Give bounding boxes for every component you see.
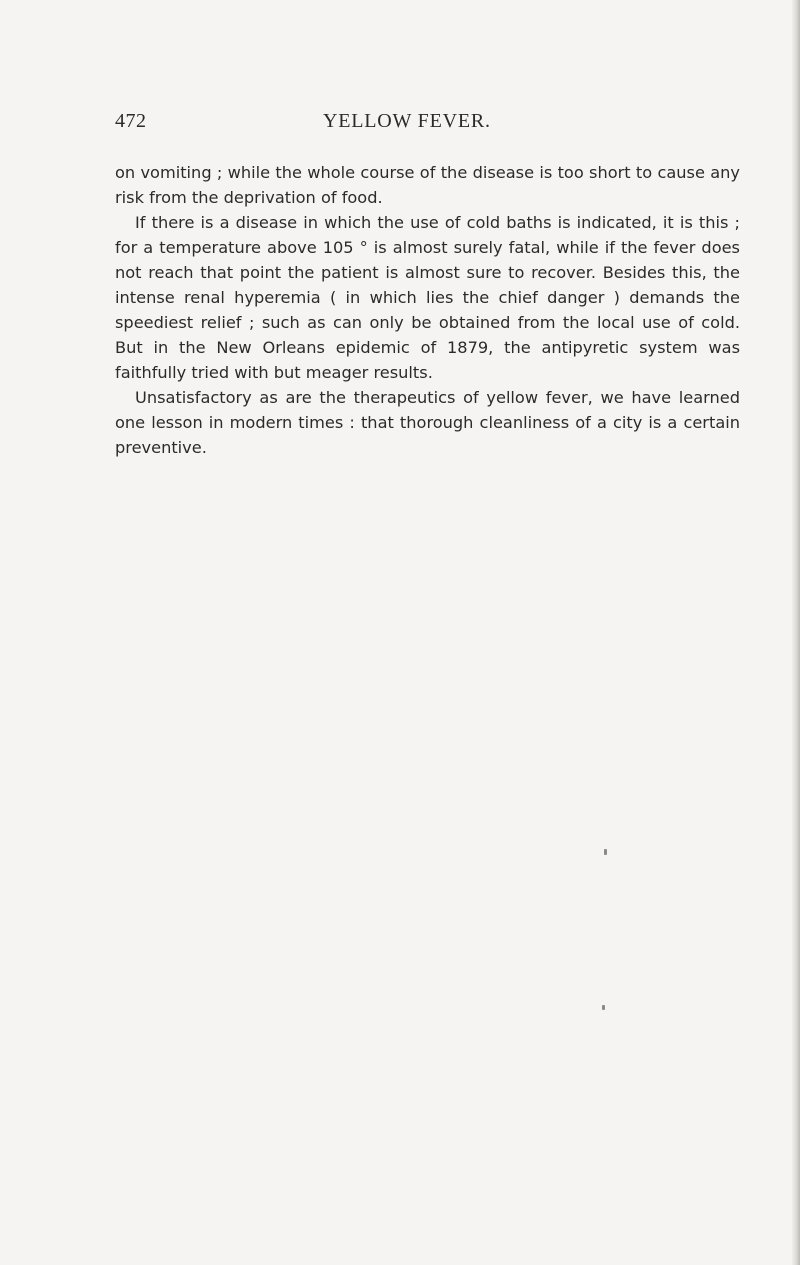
paper-speck <box>604 849 607 855</box>
paragraph-1: on vomiting ; while the whole course of the disease is too short to cause any risk from the deprivation of food. <box>115 163 740 207</box>
page-number: 472 <box>115 110 147 132</box>
page-edge-shadow <box>792 0 800 1265</box>
running-title: YELLOW FEVER. <box>323 110 491 132</box>
paragraph-3: Unsatisfactory as are the therapeutics of yellow fever, we have learned one lesson in modern times : that thorough cleanliness of a city is a certain preventive. <box>115 388 740 457</box>
paragraph-2: If there is a disease in which the use of cold baths is indicated, it is this ; for a temperature above 105 ° is almost surely fatal, while if the fever does not reach that point the patient is almost sure to recover. Besides this, the intense renal hyperemia ( in which lies the chief danger ) demands the speediest relief ; such as can only be obtained from the local use of cold. But in the New Orleans epidemic of 1879, the antipyretic system was faithfully tried with but meager results. <box>115 213 740 382</box>
body-text <box>115 160 740 460</box>
page-header <box>115 110 740 140</box>
paper-speck <box>602 1005 605 1010</box>
